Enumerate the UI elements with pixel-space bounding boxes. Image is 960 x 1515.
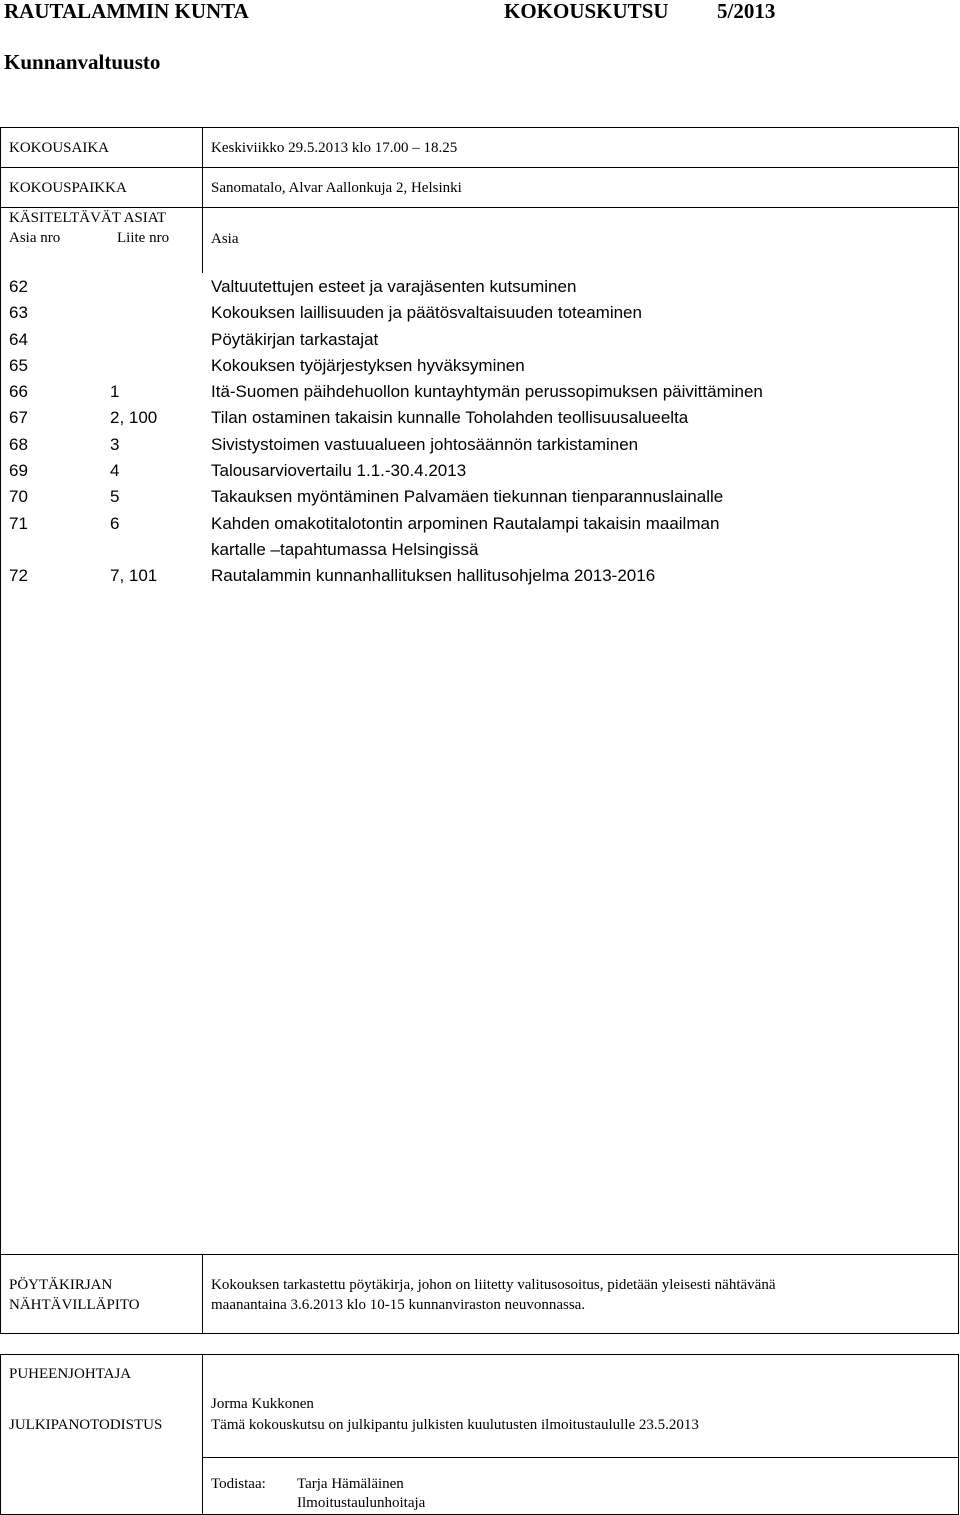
item-title-continued: kartalle –tapahtumassa Helsingissä	[211, 539, 479, 559]
meeting-time-value: Keskiviikko 29.5.2013 klo 17.00 – 18.25	[211, 140, 458, 156]
attachment-number: 5	[110, 487, 120, 507]
col-header-item: Asia	[211, 231, 239, 247]
list-item	[0, 484, 958, 510]
attachment-number: 6	[110, 513, 120, 533]
minutes-text-line2: maanantaina 3.6.2013 klo 10-15 kunnanviraston neuvonnassa.	[211, 1297, 586, 1313]
item-title: Itä-Suomen päihdehuollon kuntayhtymän perussopimuksen päivittäminen	[211, 382, 763, 402]
meeting-place-value: Sanomatalo, Alvar Aallonkuja 2, Helsinki	[211, 180, 462, 196]
item-number: 65	[9, 355, 28, 375]
minutes-text-line1: Kokouksen tarkastettu pöytäkirja, johon on liitetty valitusosoitus, pidetään yleisesti nähtävänä	[211, 1277, 776, 1293]
item-title: Valtuutettujen esteet ja varajäsenten kutsuminen	[211, 277, 577, 296]
item-number: 67	[9, 408, 28, 428]
list-item	[0, 511, 958, 537]
column-divider	[202, 1254, 203, 1333]
item-title: Rautalammin kunnanhallituksen hallitusohjelma 2013-2016	[211, 566, 656, 586]
list-item	[0, 563, 958, 589]
agenda-section-label: KÄSITELTÄVÄT ASIAT	[9, 210, 167, 226]
divider	[0, 167, 959, 168]
list-item	[0, 353, 958, 379]
list-item	[0, 405, 958, 431]
list-item	[0, 458, 958, 484]
item-title: Talousarviovertailu 1.1.-30.4.2013	[211, 461, 467, 481]
meeting-place-label: KOKOUSPAIKKA	[9, 180, 127, 196]
meeting-time-label: KOKOUSAIKA	[9, 140, 109, 156]
item-title: Sivistystoimen vastuualueen johtosäännön tarkistaminen	[211, 434, 639, 454]
divider	[0, 127, 959, 128]
list-item-continuation	[0, 537, 958, 563]
attachment-number: 3	[110, 434, 120, 454]
document-type: KOKOUSKUTSU	[504, 0, 669, 23]
list-item	[0, 274, 958, 300]
item-title: Takauksen myöntäminen Palvamäen tiekunnan tienparannuslainalle	[211, 487, 724, 507]
attachment-number: 4	[110, 461, 120, 481]
item-title: Kokouksen työjärjestyksen hyväksyminen	[211, 355, 525, 375]
agenda-list	[0, 274, 958, 590]
divider	[0, 207, 959, 208]
column-divider	[202, 1354, 203, 1514]
item-number: 68	[9, 434, 28, 454]
chair-name: Jorma Kukkonen	[211, 1396, 314, 1412]
witness-label: Todistaa:	[211, 1476, 266, 1492]
divider	[203, 1457, 959, 1458]
item-number: 64	[9, 329, 28, 349]
witness-title: Ilmoitustaulunhoitaja	[297, 1495, 426, 1511]
item-title: Pöytäkirjan tarkastajat	[211, 329, 379, 349]
item-number: 69	[9, 461, 28, 481]
divider	[0, 1354, 959, 1355]
meeting-body: Kunnanvaltuusto	[4, 50, 161, 74]
list-item	[0, 379, 958, 405]
chair-label: PUHEENJOHTAJA	[9, 1366, 132, 1382]
list-item	[0, 432, 958, 458]
attachment-number: 2, 100	[110, 408, 158, 428]
divider	[0, 1254, 959, 1255]
attachment-number: 1	[110, 382, 120, 402]
item-number: 62	[9, 277, 28, 296]
signature-table	[0, 1354, 959, 1514]
item-number: 70	[9, 487, 28, 507]
minutes-label-line2: NÄHTÄVILLÄPITO	[9, 1297, 140, 1313]
witness-name: Tarja Hämäläinen	[297, 1476, 404, 1492]
item-title: Kokouksen laillisuuden ja päätösvaltaisuuden toteaminen	[211, 303, 642, 323]
document-number: 5/2013	[717, 0, 776, 23]
list-item	[0, 300, 958, 326]
attachment-number: 7, 101	[110, 566, 158, 586]
item-number: 66	[9, 382, 28, 402]
notice-text: Tämä kokouskutsu on julkipantu julkisten kuulutusten ilmoitustaululle 23.5.2013	[211, 1417, 699, 1433]
column-divider	[202, 127, 203, 273]
item-number: 63	[9, 303, 28, 323]
notice-label: JULKIPANOTODISTUS	[9, 1417, 163, 1433]
col-header-item-no: Asia nro	[9, 230, 61, 246]
minutes-label-line1: PÖYTÄKIRJAN	[9, 1277, 113, 1293]
org-name: RAUTALAMMIN KUNTA	[4, 0, 249, 23]
list-item	[0, 327, 958, 353]
item-number: 71	[9, 513, 28, 533]
item-title: Tilan ostaminen takaisin kunnalle Toholahden teollisuusalueelta	[211, 408, 689, 428]
item-title: Kahden omakotitalotontin arpominen Rautalampi takaisin maailman	[211, 513, 720, 533]
col-header-attachment-no: Liite nro	[117, 230, 170, 246]
divider	[0, 1333, 959, 1334]
item-number: 72	[9, 566, 28, 586]
